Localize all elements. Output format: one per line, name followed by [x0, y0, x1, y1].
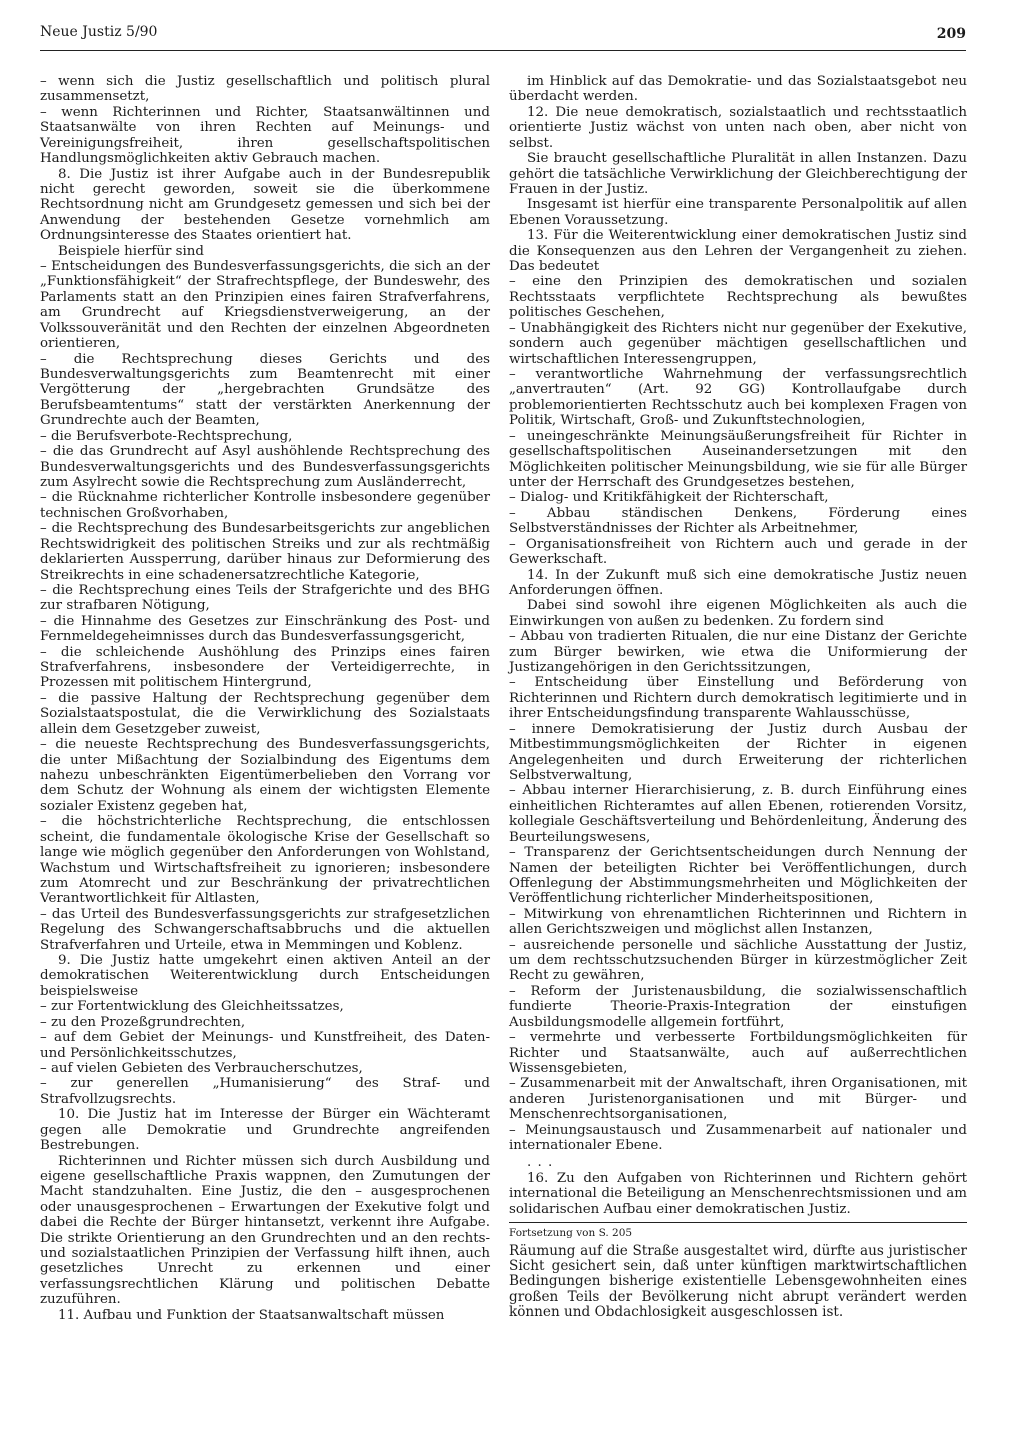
page-header — [40, 22, 966, 51]
continuation-label: Fortsetzung von S. 205 — [509, 1227, 633, 1240]
list-item: – zu den Prozeßgrundrechten, — [40, 1014, 246, 1030]
paragraph: Insgesamt ist hierfür eine transparente Personalpolitik auf allen Ebenen Voraussetzung. — [509, 197, 967, 228]
paragraph: im Hinblick auf das Demokratie- und das Sozialstaatsgebot neu überdacht werden. — [509, 74, 967, 105]
paragraph: 10. Die Justiz hat im Interesse der Bürger ein Wächteramt gegen alle Demokratie und Grundrechte angreifenden Bestrebungen. — [40, 1107, 490, 1154]
list-item: – zur generellen „Humanisierung“ des Straf- und Strafvollzugsrechts. — [40, 1076, 490, 1107]
paragraph: 14. In der Zukunft muß sich eine demokratische Justiz neuen Anforderungen öffnen. — [509, 567, 967, 598]
paragraph: Sie braucht gesellschaftliche Pluralität in allen Instanzen. Dazu gehört die tatsächliche Verwirklichung der Gleichberechtigung der Frauen in der Justiz. — [509, 151, 967, 197]
left-column — [40, 74, 490, 1323]
list-item: – Abbau interner Hierarchisierung, z. B. durch Einführung eines einheitlichen Richteramtes auf allen Ebenen, rotierenden Vorsitz, kollegiale Geschäftsverteilung und Behördenleitung, Änderung des Beurteilungswesens, — [509, 783, 967, 845]
journal-title: Neue Justiz 5/90 — [40, 24, 158, 40]
list-item: – wenn Richterinnen und Richter, Staatsanwältinnen und Staatsanwälte von ihren Rechten auf Meinungs- und Vereinigungsfreiheit, ihren gesellschaftspolitischen Handlungsmöglichkeiten aktiv Gebrauch machen. — [40, 104, 490, 167]
list-item: – die passive Haltung der Rechtsprechung gegenüber dem Sozialstaatspostulat, die die Verwirklichung des Sozialstaats allein dem Gesetzgeber zuweist, — [40, 690, 490, 737]
list-item: – eine den Prinzipien des demokratischen und sozialen Rechtsstaats verpflichtete Rechtsprechung als bewußtes politisches Geschehen, — [509, 274, 967, 321]
list-item: – Organisationsfreiheit von Richtern auch und gerade in der Gewerkschaft. — [509, 536, 967, 568]
paragraph: 9. Die Justiz hatte umgekehrt einen aktiven Anteil an der demokratischen Weiterentwicklung durch Entscheidungen beispielsweise — [40, 953, 490, 999]
list-item: – die Rücknahme richterlicher Kontrolle insbesondere gegenüber technischen Großvorhaben, — [40, 490, 490, 521]
list-item: – zur Fortentwicklung des Gleichheitssatzes, — [40, 999, 344, 1015]
list-item: – verantwortliche Wahrnehmung der verfassungsrechtlich „anvertrauten“ (Art. 92 GG) Kontrollaufgabe durch problemorientierten Rechtsschutz auch bei komplexen Fragen von Politik, Wirtschaft, Groß- und Zukunftstechnologien, — [509, 367, 967, 429]
list-item: – auf dem Gebiet der Meinungs- und Kunstfreiheit, des Daten- und Persönlichkeitsschutzes, — [40, 1030, 490, 1061]
list-item: – die Rechtsprechung dieses Gerichts und des Bundesverwaltungsgerichts zum Beamtenrecht mit einer Vergötterung der „hergebrachten Grundsätze des Berufsbeamtentums“ statt der verstärkten Anerkennung der Grundrechte auch der Beamten, — [40, 351, 490, 429]
list-item: – die schleichende Aushöhlung des Prinzips eines fairen Strafverfahrens, insbesondere der Verteidigerrechte, in Prozessen mit politischem Hintergrund, — [40, 644, 490, 691]
paragraph: 12. Die neue demokratisch, sozialstaatlich und rechtsstaatlich orientierte Justiz wächst von unten nach oben, aber nicht von selbst. — [509, 104, 967, 151]
list-item: – Entscheidung über Einstellung und Beförderung von Richterinnen und Richtern durch demokratisch legitimierte und in ihrer Entscheidungsfindung transparente Wahlausschüsse, — [509, 675, 967, 722]
paragraph: 16. Zu den Aufgaben von Richterinnen und Richtern gehört international die Beteiligung an Menschenrechtsmissionen und am solidarischen Aufbau einer demokratischen Justiz. — [509, 1170, 967, 1217]
list-item: – ausreichende personelle und sächliche Ausstattung der Justiz, um dem rechtsschutzsuchenden Bürger in kürzestmöglicher Zeit Recht zu gewähren, — [509, 937, 967, 984]
list-item: – wenn sich die Justiz gesellschaftlich und politisch plural zusammensetzt, — [40, 74, 490, 105]
list-item: – Dialog- und Kritikfähigkeit der Richterschaft, — [509, 490, 829, 506]
list-item: – Transparenz der Gerichtsentscheidungen durch Nennung der Namen der beteiligten Richter bei Veröffentlichungen, durch Offenlegung der Abstimmungsmehrheiten und Möglichkeiten der Veröffentlichung richterlicher Minderheitspositionen, — [509, 845, 967, 907]
section-divider — [509, 1222, 967, 1223]
list-item: – innere Demokratisierung der Justiz durch Ausbau der Mitbestimmungsmöglichkeiten der Richter in eigenen Angelegenheiten und durch Erweiterung der richterlichen Selbstverwaltung, — [509, 721, 967, 783]
list-item: – die Berufsverbote-Rechtsprechung, — [40, 428, 293, 444]
continuation-text: Räumung auf die Straße ausgestaltet wird, dürfte aus juristischer Sicht gesichert sein, daß unter künftigen marktwirtschaftlichen Bedingungen bisherige existentielle Lebensgewohnheiten eines großen Teils der Bevölkerung nicht abrupt verändert werden können und Obdachlosigkeit ausgeschlossen ist. — [509, 1242, 967, 1321]
list-item: – die Hinnahme des Gesetzes zur Einschränkung des Post- und Fernmeldegeheimnisses durch das Bundesverfassungsgericht, — [40, 613, 490, 645]
list-item: – Zusammenarbeit mit der Anwaltschaft, ihren Organisationen, mit anderen Juristenorganisationen und mit Bürger- und Menschenrechtsorganisationen, — [509, 1076, 967, 1123]
list-item: – uneingeschränkte Meinungsäußerungsfreiheit für Richter in gesellschaftspolitischen Auseinandersetzungen mit den Möglichkeiten politischer Meinungsbildung, wie sie für alle Bürger unter der Herrschaft des Grundgesetzes bestehen, — [509, 428, 967, 490]
page-number: 209 — [936, 26, 966, 42]
list-item: – die Rechtsprechung eines Teils der Strafgerichte und des BHG zur strafbaren Nötigung, — [40, 582, 490, 614]
list-item: – Meinungsaustausch und Zusammenarbeit auf nationaler und internationaler Ebene. — [509, 1122, 967, 1154]
list-item: – Abbau von tradierten Ritualen, die nur eine Distanz der Gerichte zum Bürger bewirken, wie etwa die Uniformierung der Justizangehörigen in den Gerichtssitzungen, — [509, 629, 967, 676]
right-column — [509, 74, 967, 1321]
paragraph: 8. Die Justiz ist ihrer Aufgabe auch in der Bundesrepublik nicht gerecht geworden, soweit sie die überkommene Rechtsordnung nicht am Grundgesetz gemessen und sich bei der Anwendung der bestehenden Gesetze vornehmlich am Ordnungsinteresse des Staates orientiert hat. — [40, 166, 490, 244]
paragraph: Beispiele hierfür sind — [58, 243, 204, 259]
list-item: – die das Grundrecht auf Asyl aushöhlende Rechtsprechung des Bundesverwaltungsgerichts und des Bundesverfassungsgerichts zum Asylrecht sowie die Rechtsprechung zum Ausländerrecht, — [40, 444, 490, 490]
list-item: – vermehrte und verbesserte Fortbildungsmöglichkeiten für Richter und Staatsanwälte, auch auf außerrechtlichen Wissensgebieten, — [509, 1030, 967, 1076]
list-item: – Entscheidungen des Bundesverfassungsgerichts, die sich an der „Funktionsfähigkeit“ der Strafrechtspflege, der Bundeswehr, des Parlaments statt an den Prinzipien eines fairen Strafverfahrens, am Grundrecht auf Kriegsdienstverweigerung, an der Volkssouveränität und den Rechten der einzelnen Abgeordneten orientieren, — [40, 259, 490, 352]
list-item: – die höchstrichterliche Rechtsprechung, die entschlossen scheint, die fundamentale ökologische Krise der Gesellschaft so lange wie möglich gegenüber den Anforderungen von Wohlstand, Wachstum und Wirtschaftsfreiheit zu ignorieren; insbesondere zum Atomrecht und zur Beschränkung der privatrechtlichen Verantwortlichkeit für Altlasten, — [40, 814, 490, 907]
paragraph: Richterinnen und Richter müssen sich durch Ausbildung und eigene gesellschaftliche Praxis wappnen, den Zumutungen der Macht standzuhalten. Eine Justiz, die den – ausgesprochenen oder unausgesprochenen – Erwartungen der Exekutive folgt und dabei die Rechte der Bürger hintansetzt, verkennt ihre Aufgabe. Die strikte Orientierung an den Grundrechten und an den rechts- und sozialstaatlichen Prinzipien der Verfassung hilft ihnen, auch gesetzliches Unrecht zu erkennen und einer verfassungsrechtlichen Klärung und politischen Debatte zuzuführen. — [40, 1153, 490, 1308]
ellipsis: . . . — [527, 1154, 554, 1170]
list-item: – Abbau ständischen Denkens, Förderung eines Selbstverständnisses der Richter als Arbeitnehmer, — [509, 505, 967, 537]
right-column-after — [509, 1171, 967, 1217]
list-item: – Reform der Juristenausbildung, die sozialwissenschaftlich fundierte Theorie-Praxis-Integration der einstufigen Ausbildungsmodelle allgemein fortführt, — [509, 983, 967, 1030]
list-item: – auf vielen Gebieten des Verbraucherschutzes, — [40, 1061, 363, 1076]
list-item: – das Urteil des Bundesverfassungsgerichts zur strafgesetzlichen Regelung des Schwangerschaftsabbruchs und die aktuellen Strafverfahren und Urteile, etwa in Memmingen und Koblenz. — [40, 906, 490, 953]
paragraph: 13. Für die Weiterentwicklung einer demokratischen Justiz sind die Konsequenzen aus den Lehren der Vergangenheit zu ziehen. Das bedeutet — [509, 228, 967, 275]
list-item: – die Rechtsprechung des Bundesarbeitsgerichts zur angeblichen Rechtswidrigkeit des politischen Streiks und zur als rechtmäßig deklarierten Aussperrung, darüber hinaus zur Deformierung des Streikrechts in eine schadenersatzrechtliche Kategorie, — [40, 521, 490, 583]
list-item: – die neueste Rechtsprechung des Bundesverfassungsgerichts, die unter Mißachtung der Sozialbindung des Eigentums dem nahezu unbeschränkten Eigentümerbelieben den Vorrang vor dem Schutz der Wohnung als einem der wichtigsten Elemente sozialer Existenz gegeben hat, — [40, 737, 490, 814]
paragraph: Dabei sind sowohl ihre eigenen Möglichkeiten als auch die Einwirkungen von außen zu bedenken. Zu fordern sind — [509, 598, 967, 629]
list-item: – Unabhängigkeit des Richters nicht nur gegenüber der Exekutive, sondern auch gegenüber mächtigen gesellschaftlichen und wirtschaftlichen Interessengruppen, — [509, 320, 967, 367]
paragraph: 11. Aufbau und Funktion der Staatsanwaltschaft müssen — [58, 1307, 445, 1323]
right-column-main — [509, 74, 967, 1154]
list-item: – Mitwirkung von ehrenamtlichen Richterinnen und Richtern in allen Gerichtszweigen und möglichst allen Instanzen, — [509, 906, 967, 938]
continuation-block — [509, 1244, 967, 1321]
